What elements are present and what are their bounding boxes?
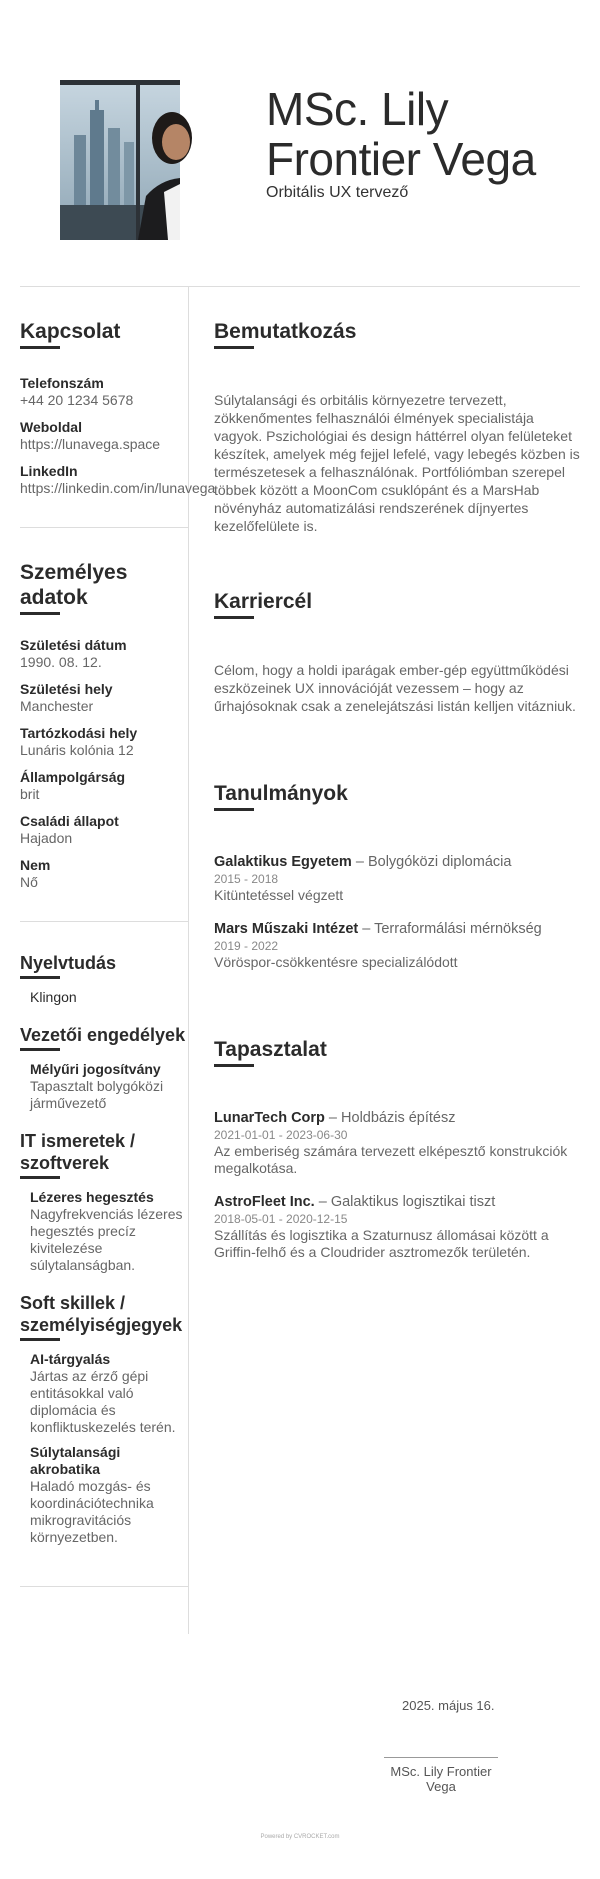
skill-item: Lézeres hegesztés Nagyfrekvenciás lézeres hegesztés precíz kivitelezése súlytalanságban.: [30, 1189, 183, 1273]
education-entry: Mars Műszaki Intézet – Terraformálási mérnökség 2019 - 2022 Vöröspor-csökkentésre specializálódott: [214, 921, 542, 970]
contact-website: Weboldal https://lunavega.space: [20, 419, 161, 452]
section-heading: Kapcsolat: [20, 319, 188, 353]
section-heading: IT ismeretek / szoftverek: [20, 1130, 188, 1179]
section-heading: Soft skillek / személyiségjegyek: [20, 1292, 188, 1341]
objective-section: [214, 535, 584, 715]
candidate-name: MSc. Lily Frontier Vega: [266, 83, 536, 185]
section-heading: Tapasztalat: [214, 1037, 584, 1071]
objective-text: Célom, hogy a holdi iparágak ember-gép együttműködési eszközeinek UX innovációját vezessem – hogy az űrhajósoknak csak a zenelejátszási listán kelljen vitázniuk.: [214, 662, 576, 714]
signature-date: 2025. május 16.: [402, 1698, 495, 1713]
intro-section: [214, 287, 584, 535]
section-heading: Bemutatkozás: [214, 319, 584, 353]
personal-field: Születési hely Manchester: [20, 681, 113, 714]
section-divider: [20, 1586, 188, 1587]
experience-entry: LunarTech Corp – Holdbázis építész 2021-01-01 - 2023-06-30 Az emberiség számára tervezett elképesztő konstrukciók megalkotása.: [214, 1110, 568, 1176]
section-heading: Személyes adatok: [20, 560, 188, 619]
language-item: Klingon: [30, 989, 77, 1005]
section-heading: Vezetői engedélyek: [20, 1024, 188, 1051]
contact-phone: Telefonszám +44 20 1234 5678: [20, 375, 134, 408]
personal-field: Nem Nő: [20, 857, 51, 890]
skill-item: Súlytalansági akrobatika Haladó mozgás- és koordinációtechnika mikrogravitációs környezetben.: [30, 1444, 154, 1545]
intro-text: Súlytalansági és orbitális környezetre tervezett, zökkenőmentes felhasználói élmények specialistája vagyok. Pszichológiai és design háttérrel olyan felületeket készítek, amelyek még fejjel lefelé, vagy lebegés közben is természetesek a felhasználónak. Portfóliómban szerepel többek között a MoonCom csuklópánt és a MarsHab növényház automatizálási rendszerének díjnyertes kezelőfelülete is.: [214, 392, 580, 534]
section-heading: Nyelvtudás: [20, 952, 188, 979]
education-section: [214, 715, 584, 971]
section-heading: Karriercél: [214, 589, 584, 623]
languages-section: [20, 922, 188, 1006]
skill-item: AI-tárgyalás Jártas az érző gépi entitásokkal való diplomácia és konfliktuskezelés terén.: [30, 1351, 176, 1435]
personal-field: Családi állapot Hajadon: [20, 813, 119, 846]
signature-name: MSc. Lily Frontier Vega: [390, 1764, 492, 1794]
experience-entry: AstroFleet Inc. – Galaktikus logisztikai tiszt 2018-05-01 - 2020-12-15 Szállítás és logisztika a Szaturnusz állomásai között a Griffin-felhő és a Cloudrider asztromezők területén.: [214, 1194, 549, 1260]
profile-photo: [60, 80, 180, 240]
signature-line: [384, 1757, 498, 1758]
licenses-section: [20, 1006, 188, 1112]
personal-field: Tartózkodási hely Lunáris kolónia 12: [20, 725, 138, 758]
powered-by[interactable]: Powered by CVROCKET.com: [260, 1834, 340, 1840]
license-item: Mélyűri jogosítvány Tapasztalt bolygóközi járművezető: [30, 1061, 164, 1111]
sidebar: [20, 287, 216, 1587]
it-skills-section: [20, 1112, 188, 1274]
soft-skills-section: [20, 1274, 188, 1546]
main-content: [214, 287, 584, 1277]
contact-linkedin: LinkedIn https://linkedin.com/in/lunavega: [20, 463, 216, 496]
personal-section: [20, 528, 188, 891]
education-entry: Galaktikus Egyetem – Bolygóközi diplomácia 2015 - 2018 Kitüntetéssel végzett: [214, 854, 512, 903]
job-title: Orbitális UX tervező: [266, 184, 409, 201]
section-heading: Tanulmányok: [214, 781, 584, 815]
personal-field: Állampolgárság brit: [20, 769, 126, 802]
personal-field: Születési dátum 1990. 08. 12.: [20, 637, 127, 670]
contact-section: [20, 287, 216, 497]
experience-section: [214, 987, 584, 1261]
